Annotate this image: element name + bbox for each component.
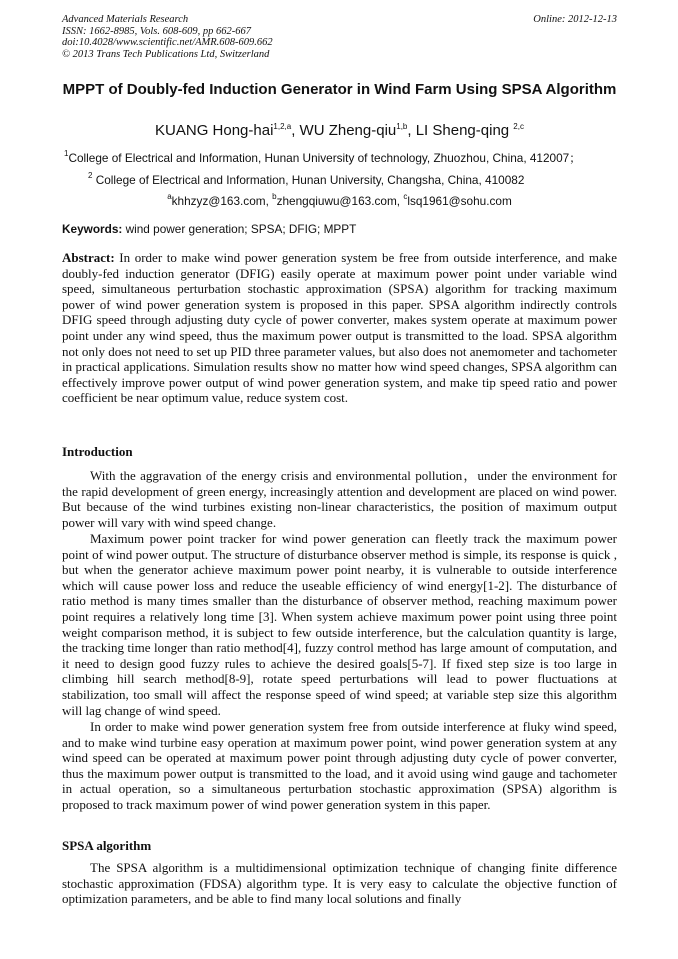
email-address: lsq1961@sohu.com: [407, 194, 512, 208]
email-address: khhzyz@163.com,: [171, 194, 273, 208]
abstract-label: Abstract:: [62, 250, 115, 265]
email-mark: a: [167, 192, 172, 201]
section-heading-spsa: SPSA algorithm: [62, 838, 152, 853]
keywords-label: Keywords:: [62, 222, 123, 236]
affiliation-mark: 1: [64, 149, 69, 158]
introduction-paragraph: With the aggravation of the energy crisis and environmental pollution，under the environment for the rapid development of green energy, increasingly attention and development are placed on wind power. But because of the wind turbines existing non-linear characteristics, the position of maximum output power will vary with wind speed change.: [62, 468, 617, 530]
email-mark: c: [403, 192, 408, 201]
author-separator: ,: [407, 122, 416, 139]
affiliation-1: [64, 151, 581, 165]
paper-title: MPPT of Doubly-fed Induction Generator in Wind Farm Using SPSA Algorithm: [62, 81, 617, 98]
journal-issn: ISSN: 1662-8985, Vols. 608-609, pp 662-667: [62, 25, 251, 37]
introduction-paragraph: Maximum power point tracker for wind power generation can fleetly track the maximum power point of wind power output. The structure of disturbance observer method is simple, its response is quick , but when the generator achieve maximum power point nearby, it is vulnerable to outside interference which will cause power loss and reduce the useable efficiency of wind energy[1-2]. The disturbance of ratio method is many times smaller than the disturbance of observer method, reaching maximum power point requires a relatively long time [3]. When system achieve maximum power point using three point weight comparison method, it is subject to few outside interference, but the calculation quantity is large, the tracking time longer than ratio method[4], fuzzy control method has large amount of computation, and it need to design good fuzzy rules to achieve the desired goals[5-7]. If fixed step size is too large in climbing hill search method[8-9], rotate speed perturbations will lead to power fluctuations at stabilization, too small will affect the response speed of wind speed; at variable step size this algorithm will lag change of wind speed.: [62, 531, 617, 718]
online-date: Online: 2012-12-13: [533, 14, 617, 25]
author-emails: [62, 194, 617, 208]
author-name: WU Zheng-qiu: [299, 122, 397, 139]
affiliation-mark: 2: [88, 171, 93, 180]
section-heading-introduction: Introduction: [62, 444, 133, 459]
author-name: LI Sheng-qing: [415, 122, 514, 139]
journal-doi: doi:10.4028/www.scientific.net/AMR.608-609.662: [62, 37, 273, 49]
author-affiliation-mark: 2,c: [513, 122, 524, 131]
introduction-paragraph: In order to make wind power generation system free from outside interference at fluky wind speed, and to make wind turbine easy operation at maximum power point, wind power generation system at any wind speed can be operated at maximum power point through adjusting duty cycle of power converter, thus the maximum power output is transmitted to the load, and it avoid using wind gauge and tachometer in actual operation, so a simultaneous perturbation stochastic approximation (SPSA) algorithm is proposed to track maximum power of wind power generation system in this paper.: [62, 719, 617, 812]
author-affiliation-mark: 1,b: [396, 122, 408, 131]
author-separator: ,: [291, 122, 300, 139]
journal-header: [62, 14, 617, 60]
affiliation-2: [88, 173, 524, 187]
abstract-text: In order to make wind power generation system be free from outside interference, and make doubly-fed induction generator (DFIG) easily operate at maximum power point under variable wind speed, simultaneous perturbation stochastic approximation (SPSA) algorithm for tracking maximum power of wind power generation system is proposed in this paper. SPSA algorithm indirectly controls DFIG speed through adjusting duty cycle of power converter, makes system operate at maximum power point under any wind speed, thus the maximum power output is transmitted to the load. SPSA algorithm not only does not need to set up PID three parameter values, but also does not anemometer and tachometer in practical applications. Simulation results show no matter how wind speed changes, SPSA algorithm can effectively improve power output of wind power generation system, and make tip speed ratio and power coefficient be near optimum value, reduce system cost.: [62, 250, 617, 406]
keywords: [62, 222, 356, 236]
author-affiliation-mark: 1,2,a: [273, 122, 292, 131]
journal-copyright: © 2013 Trans Tech Publications Ltd, Switzerland: [62, 48, 270, 60]
keywords-text: wind power generation; SPSA; DFIG; MPPT: [122, 222, 357, 236]
author-list: [62, 122, 617, 140]
affiliation-text: College of Electrical and Information, Hunan University, Changsha, China, 410082: [92, 173, 525, 187]
spsa-paragraph: The SPSA algorithm is a multidimensional optimization technique of changing finite difference stochastic approximation (FDSA) algorithm type. It is very easy to calculate the objective function of optimization parameters, and be able to find many local solutions and finally: [62, 860, 617, 907]
affiliation-text: College of Electrical and Information, Hunan University of technology, Zhuozhou, China, 412007；: [68, 151, 582, 165]
email-mark: b: [272, 192, 277, 201]
journal-name: Advanced Materials Research: [62, 14, 189, 25]
email-address: zhengqiuwu@163.com,: [276, 194, 404, 208]
author-name: KUANG Hong-hai: [155, 122, 274, 139]
abstract: [62, 250, 617, 406]
